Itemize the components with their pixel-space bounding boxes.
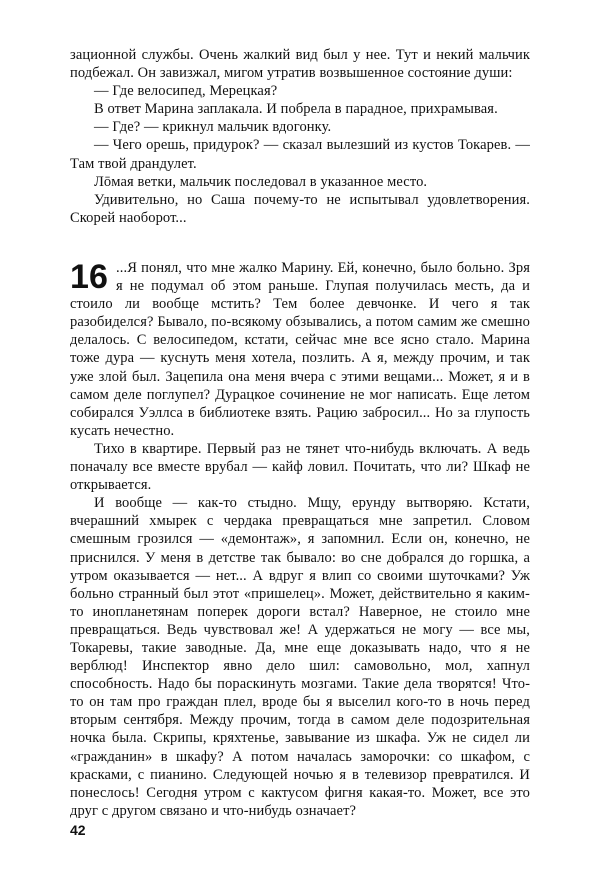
paragraph: И вообще — как-то стыдно. Мщу, ерунду вытворяю. Кстати, вчерашний хмырек с чердака превращаться мне запретил. Словом смешным грозился — «демонтаж», я запомнил. Если он, конечно, не приснился. У меня в детстве так бывало: во сне добрался до горшка, а утром оказывается — нет... А вдруг я влип со своими шуточками? Уж больно странный был этот «пришелец». Может, действительно я каким-то инопланетянам поперек дороги встал? Наверное, не стоило мне превращаться. Ведь чувствовал же! А удержаться не могу — все мы, Токаревы, такие заводные. Да, мне еще доказывать надо, что я не верблюд! Инспектор явно дело шил: самовольно, мол, хапнул способность. Надо бы пораскинуть мозгами. Такие дела творятся! Что-то он там про граждан плел, вроде бы я выселил кого-то в ночь перед вторым сентября. Между прочим, тогда в самом деле подозрительная ночка была. Скрипы, кряхтенье, завывание из шкафа. Уж не сидел ли «гражданин» в шкафу? А потом началась заморочки: со шкафом, с красками, с пианино. Следующей ночью я в телевизор превратился. И понеслось! Сегодня утром с кактусом фигня какая-то. Может, все это друг с другом связано и что-нибудь означает? <box>70 495 530 819</box>
chapter-number: 16 <box>70 258 109 296</box>
paragraph: В ответ Марина заплакала. И побрела в парадное, прихрамывая. <box>94 101 498 118</box>
paragraph: — Чего орешь, придурок? — сказал вылезший из кустов Токарев. — Там твой драндулет. <box>70 137 530 172</box>
paragraph: — Где? — крикнул мальчик вдогонку. <box>94 119 332 136</box>
paragraph: зационной службы. Очень жалкий вид был у нее. Тут и некий мальчик подбежал. Он завизжал, мигом утратив возвышенное состояние души: <box>70 47 530 82</box>
paragraph: ...Я понял, что мне жалко Марину. Ей, конечно, было больно. Зря я не подумал об этом раньше. Глупая получилась месть, да и стоило ли вообще мстить? Тем более девчонке. И чего я так разобиделся? Бывало, по-всякому обзывались, а потом самим же смешно делалось. С велосипедом, кстати, сейчас мне все ясно стало. Марина тоже дура — куснуть меня хотела, позлить. А я, между прочим, и так уже злой был. Зацепила она меня вчера с этими вещами... Может, я и в самом деле поглупел? Дурацкое сочинение не мог написать. Еще летом собирался Уэллса в библиотеке взять. Рацию забросил... Но за глупость кусать нечестно. <box>70 260 530 439</box>
paragraph: — Где велосипед, Мерецкая? <box>94 83 278 100</box>
page-number: 42 <box>70 822 86 838</box>
paragraph: Лōмая ветки, мальчик последовал в указанное место. <box>94 173 428 190</box>
paragraph: Удивительно, но Саша почему-то не испытывал удовлетворения. Скорей наоборот... <box>70 191 530 226</box>
top-text-section <box>70 46 530 227</box>
paragraph: Тихо в квартире. Первый раз не тянет что-нибудь включать. А ведь поначалу все вместе врубал — кайф ловил. Почитать, что ли? Шкаф не открывается. <box>70 440 530 494</box>
chapter-section <box>70 259 530 820</box>
